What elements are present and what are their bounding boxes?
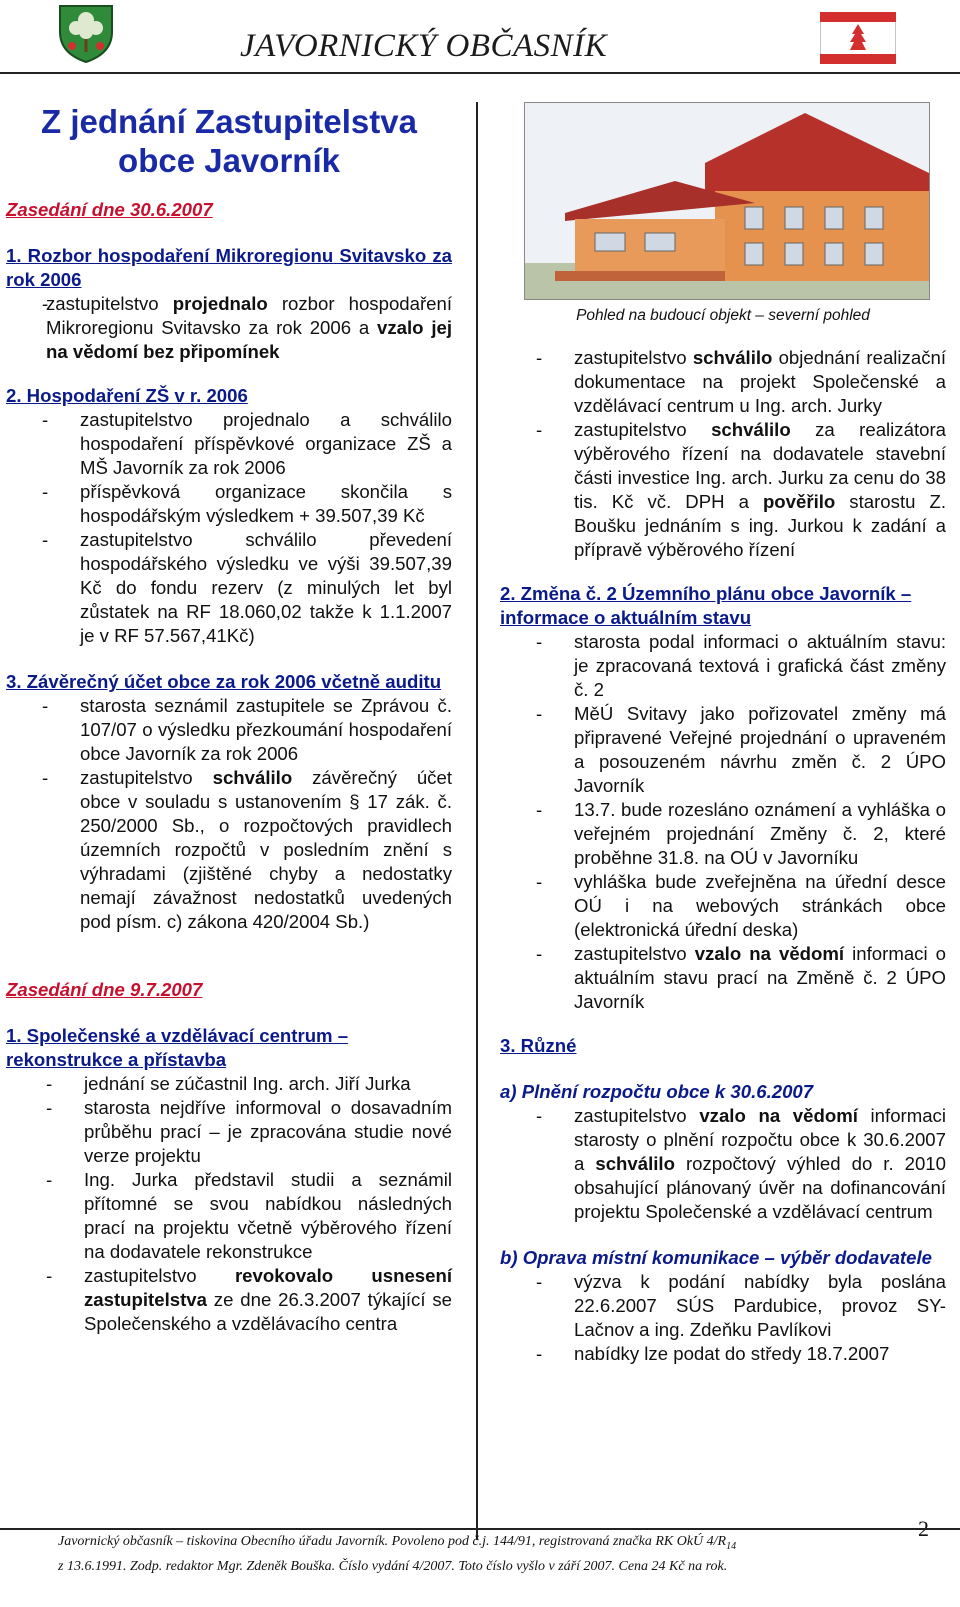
list-item: - zastupitelstvo projednalo a schválilo hospodaření příspěvkové organizace ZŠ a MŠ Javorník za rok 2006 bbox=[6, 408, 452, 480]
list-item: - nabídky lze podat do středy 18.7.2007 bbox=[500, 1342, 946, 1366]
item-list bbox=[500, 1270, 946, 1366]
header-rule bbox=[0, 72, 960, 74]
footer-line-2: z 13.6.1991. Zodp. redaktor Mgr. Zdeněk Bouška. Číslo vydání 4/2007. Toto číslo vyšlo v září 2007. Cena 24 Kč na rok. bbox=[58, 1558, 728, 1574]
list-item: - zastupitelstvo schválilo za realizátora výběrového řízení na dodavatele stavební části investice Ing. arch. Jurku za cenu do 38 tis. Kč vč. DPH a pověřilo starostu Z. Boušku jednáním s ing. Jurkou k zadání a přípravě výběrového řízení bbox=[500, 418, 946, 562]
item-list bbox=[500, 630, 946, 1014]
item-list bbox=[6, 694, 452, 934]
masthead-title: JAVORNICKÝ OBČASNÍK bbox=[240, 28, 608, 64]
meeting-date-2: Zasedání dne 9.7.2007 bbox=[6, 979, 203, 1000]
list-item: - zastupitelstvo schválilo objednání realizační dokumentace na projekt Společenské a vzdělávací centrum u Ing. arch. Jurky bbox=[500, 346, 946, 418]
list-item: - zastupitelstvo schválilo převedení hospodářského výsledku ve výši 39.507,39 Kč do fondu rezerv (z minulých let byl zůstatek na RF 18.060,02 takže k 1.1.2007 je v RF 57.567,41Kč) bbox=[6, 528, 452, 648]
subsection-heading: b) Oprava místní komunikace – výběr dodavatele bbox=[500, 1247, 932, 1268]
item-list bbox=[6, 408, 452, 648]
right-column bbox=[500, 102, 946, 1388]
subsection-heading: a) Plnění rozpočtu obce k 30.6.2007 bbox=[500, 1081, 814, 1102]
article-title: Z jednání Zastupitelstva obce Javorník bbox=[41, 103, 417, 179]
footer-rule bbox=[0, 1528, 960, 1530]
meeting-date-1: Zasedání dne 30.6.2007 bbox=[6, 199, 213, 220]
item-list bbox=[500, 346, 946, 562]
list-item: - starosta nejdříve informoval o dosavadním průběhu prací – je zpracována studie nové verze projektu bbox=[6, 1096, 452, 1168]
section-heading: 1. Společenské a vzdělávací centrum – rekonstrukce a přístavba bbox=[6, 1025, 349, 1070]
list-item: - zastupitelstvo schválilo závěrečný účet obce v souladu s ustanovením § 17 zák. č. 250/2000 Sb., o rozpočtových pravidlech územních rozpočtů v posledním znění s výhradami (zjištěné chyby a nedostatky nemají závažnost nedostatků uvedených pod písm. c) zákona 420/2004 Sb.) bbox=[6, 766, 452, 934]
list-item: - výzva k podání nabídky byla poslána 22.6.2007 SÚS Pardubice, provoz SY-Lačnov a ing. Zdeňku Pavlíkovi bbox=[500, 1270, 946, 1342]
list-item: - zastupitelstvo vzalo na vědomí informaci o aktuálním stavu prací na Změně č. 2 ÚPO Javorník bbox=[500, 942, 946, 1014]
section-heading: 2. Změna č. 2 Územního plánu obce Javorník – informace o aktuálním stavu bbox=[500, 583, 912, 628]
list-item: - starosta seznámil zastupitele se Zprávou č. 107/07 o výsledku přezkoumání hospodaření obce Javorník za rok 2006 bbox=[6, 694, 452, 766]
list-item: - zastupitelstvo vzalo na vědomí informaci starosty o plnění rozpočtu obce k 30.6.2007 a schválilo rozpočtový výhled do r. 2010 obsahující plánovaný úvěr na dofinancování projektu Společenské a vzdělávací centrum bbox=[500, 1104, 946, 1224]
village-flag-icon bbox=[820, 12, 896, 64]
image-caption: Pohled na budoucí objekt – severní pohled bbox=[576, 307, 870, 324]
section-heading: 2. Hospodaření ZŠ v r. 2006 bbox=[6, 385, 248, 406]
section-heading: 3. Různé bbox=[500, 1035, 577, 1056]
column-divider bbox=[476, 102, 478, 1540]
left-column bbox=[6, 102, 452, 1358]
section-heading: 1. Rozbor hospodaření Mikroregionu Svitavsko za rok 2006 bbox=[6, 245, 452, 290]
footer-line-1: Javornický občasník – tiskovina Obecního úřadu Javorník. Povoleno pod č.j. 144/91, registrovaná značka RK OkÚ $4/R_{14}$ bbox=[58, 1534, 737, 1552]
footer-imprint bbox=[58, 1532, 878, 1577]
list-item: - 13.7. bude rozesláno oznámení a vyhláška o veřejném projednání Změny č. 2, které proběhne 31.8. na OÚ v Javorníku bbox=[500, 798, 946, 870]
item-list bbox=[500, 1104, 946, 1224]
coat-of-arms-icon bbox=[56, 2, 116, 64]
item-list bbox=[6, 292, 452, 364]
list-item: - jednání se zúčastnil Ing. arch. Jiří Jurka bbox=[6, 1072, 452, 1096]
item-list bbox=[6, 1072, 452, 1336]
list-item: - MěÚ Svitavy jako pořizovatel změny má připravené Veřejné projednání o upraveném a posouzeném návrhu změn č. 2 ÚPO Javorník bbox=[500, 702, 946, 798]
list-item: - vyhláška bude zveřejněna na úřední desce OÚ i na webových stránkách obce (elektronická úřední deska) bbox=[500, 870, 946, 942]
section-heading: 3. Závěrečný účet obce za rok 2006 včetně auditu bbox=[6, 671, 442, 692]
list-item: - zastupitelstvo projednalo rozbor hospodaření Mikroregionu Svitavsko za rok 2006 a vzalo jej na vědomí bez připomínek bbox=[6, 292, 452, 364]
building-illustration bbox=[524, 102, 930, 300]
list-item: - starosta podal informaci o aktuálním stavu: je zpracovaná textová i grafická část změny č. 2 bbox=[500, 630, 946, 702]
list-item: - příspěvková organizace skončila s hospodářským výsledkem + 39.507,39 Kč bbox=[6, 480, 452, 528]
list-item: - zastupitelstvo revokovalo usnesení zastupitelstva ze dne 26.3.2007 týkající se Společenského a vzdělávacího centra bbox=[6, 1264, 452, 1336]
list-item: - Ing. Jurka představil studii a seznámil přítomné se svou nabídkou následných prací na projektu včetně výběrového řízení na dodavatele rekonstrukce bbox=[6, 1168, 452, 1264]
